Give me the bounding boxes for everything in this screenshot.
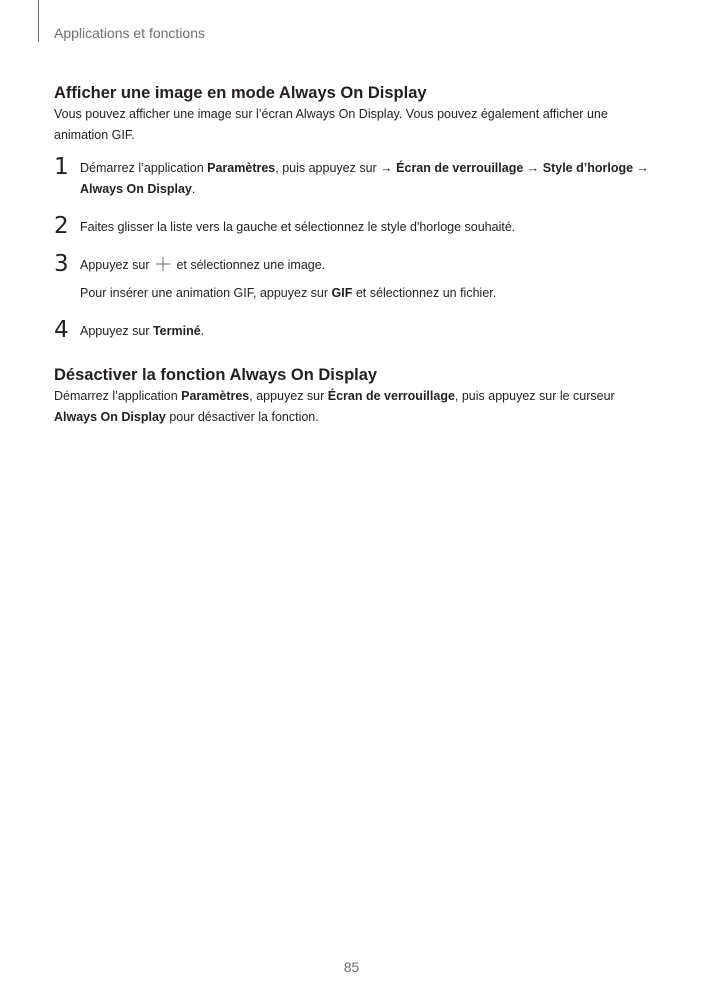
step-number: 2	[54, 213, 69, 239]
step-3	[54, 251, 654, 304]
step-number: 4	[54, 317, 69, 343]
step-2	[54, 213, 654, 239]
page-number: 85	[343, 959, 360, 975]
step-note: Pour insérer une animation GIF, appuyez sur GIF et sélectionnez un fichier.	[80, 286, 497, 300]
page-header-title: Applications et fonctions	[54, 25, 205, 41]
page-content	[54, 82, 654, 428]
section-title-always-on-display: Afficher une image en mode Always On Display	[54, 84, 427, 102]
step-number: 1	[54, 154, 69, 180]
section-text: Démarrez l’application Paramètres, appuyez sur Écran de verrouillage, puis appuyez sur le curseur Always On Display pour désactiver la fonction.	[54, 389, 615, 424]
step-text: Appuyez sur Terminé.	[80, 324, 205, 338]
section-intro: Vous pouvez afficher une image sur l’écran Always On Display. Vous pouvez également afficher une animation GIF.	[54, 107, 608, 142]
header-divider	[38, 0, 39, 42]
plus-icon	[155, 257, 171, 271]
steps-list	[54, 154, 654, 343]
section-disable	[54, 364, 654, 428]
section-title-disable-always-on-display: Désactiver la fonction Always On Display	[54, 366, 378, 384]
step-text: Appuyez sur et sélectionnez une image.	[80, 258, 326, 272]
step-4	[54, 317, 654, 343]
step-number: 3	[54, 251, 69, 277]
step-1	[54, 154, 654, 200]
step-text: Démarrez l’application Paramètres, puis appuyez sur → Écran de verrouillage → Style d’horloge → Always On Display.	[80, 161, 650, 196]
step-text: Faites glisser la liste vers la gauche et sélectionnez le style d'horloge souhaité.	[80, 220, 516, 234]
